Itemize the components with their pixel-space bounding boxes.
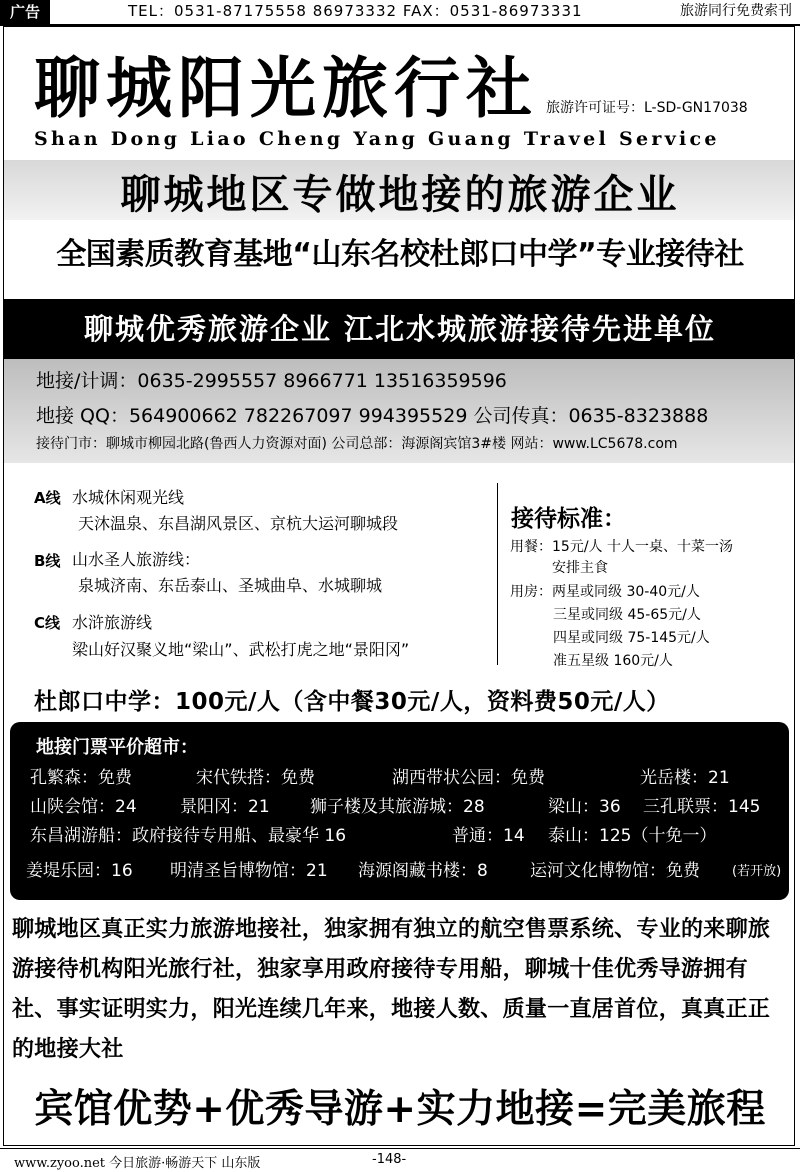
standard-room-2star: 用房：两星或同级 30-40元/人 (510, 584, 700, 600)
standard-meal: 用餐：15元/人 十人一桌、十菜一汤 (510, 539, 733, 555)
standard-meal-note: 安排主食 (552, 560, 608, 576)
ticket-item: 泰山：125（十免一） (548, 826, 717, 846)
ad-tag: 广告 (0, 0, 50, 24)
section-divider (497, 483, 498, 665)
header-index-label: 旅游同行免费索刊 (680, 3, 792, 19)
promo-paragraph: 聊城地区真正实力旅游地接社，独家拥有独立的航空售票系统、专业的来聊旅游接待机构阳光旅行社，独家享用政府接待专用船，聊城十佳优秀导游拥有社、事实证明实力，阳光连续几年来，地接人数、质量一直居首位，真真正正的地接大社 (12, 917, 771, 1062)
route-c-name: 水浒旅游线 (72, 613, 153, 632)
route-b-desc: 泉城济南、东岳泰山、圣城曲阜、水城聊城 (78, 576, 383, 595)
ticket-title: 地接门票平价超市： (36, 737, 198, 758)
promo-formula: 宾馆优势+优秀导游+实力地接=完美旅程 (34, 1087, 766, 1132)
ticket-item: 东昌湖游船：政府接待专用船、最豪华 16 (30, 826, 347, 846)
route-b-name: 山水圣人旅游线： (72, 550, 201, 569)
brand-name: 聊城阳光旅行社 (34, 49, 538, 127)
route-a-label: A线 (34, 489, 61, 507)
ticket-item: 普通：14 (452, 826, 525, 846)
route-a-desc: 天沐温泉、东昌湖风景区、京杭大运河聊城段 (78, 514, 399, 533)
ticket-item: 景阳冈：21 (180, 797, 270, 817)
ticket-item: 狮子楼及其旅游城：28 (310, 797, 485, 817)
contact-qq: 地接 QQ：564900662 782267097 994395529 公司传真：0635-8323888 (36, 405, 709, 427)
ticket-item: 山陕会馆：24 (30, 797, 137, 817)
ticket-item: 三孔联票：145 (643, 797, 761, 817)
license-number: 旅游许可证号：L-SD-GN17038 (546, 100, 748, 116)
ticket-item: 孔繁森：免费 (30, 768, 132, 788)
slogan-school: 全国素质教育基地“山东名校杜郎口中学”专业接待社 (56, 237, 744, 272)
contact-address: 接待门市：聊城市柳园北路(鲁西人力资源对面) 公司总部：海源阁宾馆3#楼 网站：www.LC5678.com (36, 436, 678, 452)
ticket-item: 明清圣旨博物馆：21 (170, 861, 328, 881)
honor-text: 聊城优秀旅游企业 江北水城旅游接待先进单位 (83, 312, 717, 346)
contact-phone: 地接/计调：0635-2995557 8966771 13516359596 (36, 370, 507, 392)
standard-room-5star: 准五星级 160元/人 (553, 653, 673, 669)
school-price: 杜郎口中学：100元/人（含中餐30元/人，资料费50元/人） (34, 689, 670, 715)
route-b-label: B线 (34, 552, 61, 570)
brand-name-english: Shan Dong Liao Cheng Yang Guang Travel Service (34, 128, 720, 150)
ticket-item: 宋代铁搭：免费 (196, 768, 315, 788)
route-a-name: 水城休闲观光线 (72, 488, 185, 507)
ticket-item: 运河文化博物馆：免费 (530, 861, 700, 881)
ticket-item: 光岳楼：21 (640, 768, 730, 788)
ticket-item: 姜堤乐园：16 (26, 861, 133, 881)
standard-room-3star: 三星或同级 45-65元/人 (553, 607, 701, 623)
standards-title: 接待标准： (511, 506, 626, 532)
footer-rule (0, 1148, 800, 1149)
standard-room-4star: 四星或同级 75-145元/人 (553, 630, 710, 646)
route-c-label: C线 (34, 614, 61, 632)
ticket-note: (若开放) (732, 864, 782, 879)
header-contact-line: TEL：0531-87175558 86973332 FAX：0531-86973331 (128, 2, 583, 20)
slogan-main: 聊城地区专做地接的旅游企业 (120, 171, 680, 218)
ticket-item: 海源阁藏书楼：8 (358, 861, 488, 881)
footer-website: www.zyoo.net 今日旅游·畅游天下 山东版 (14, 1156, 261, 1171)
ticket-item: 梁山：36 (548, 797, 621, 817)
ticket-item: 湖西带状公园：免费 (392, 768, 545, 788)
page-number: -148- (372, 1152, 407, 1167)
route-c-desc: 梁山好汉聚义地“梁山”、武松打虎之地“景阳冈” (72, 640, 410, 659)
